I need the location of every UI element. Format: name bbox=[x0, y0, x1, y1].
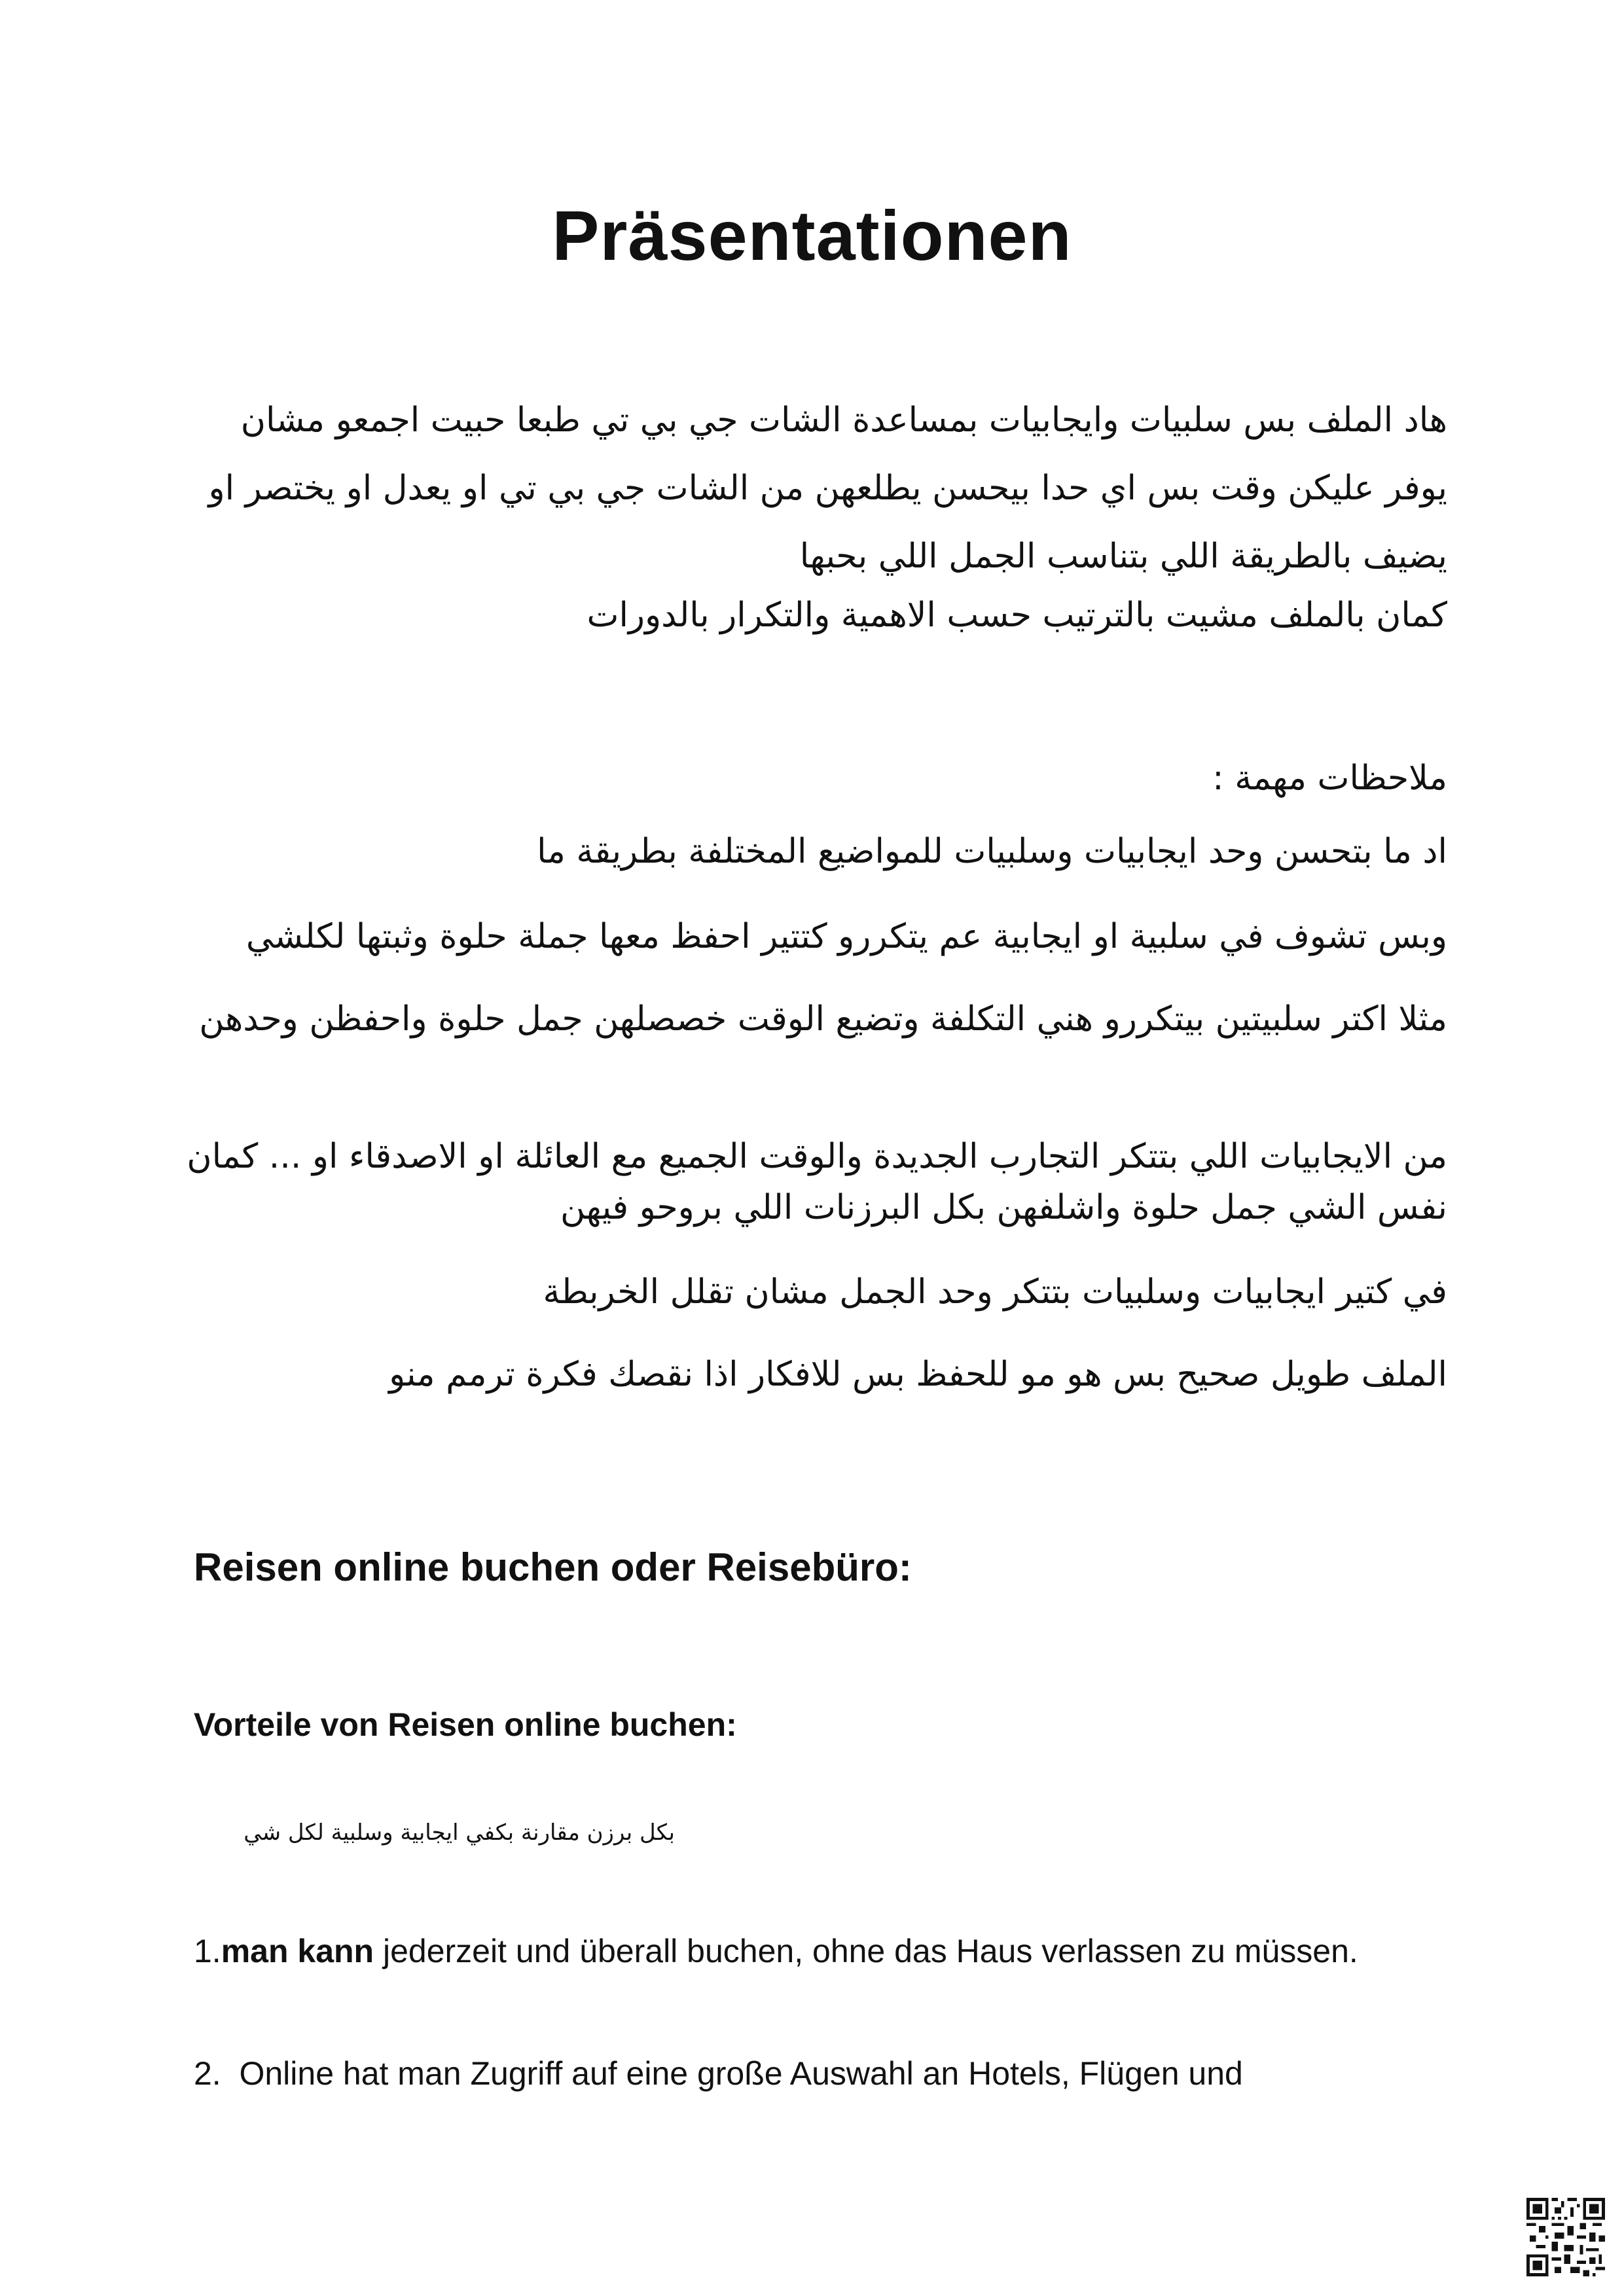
page-title: Präsentationen bbox=[552, 196, 1072, 275]
note-item: وبس تشوف في سلبية او ايجابية عم يتكررو كتتير احفظ معها جملة حلوة وثبتها لكلشي bbox=[245, 917, 1447, 956]
note-item: في كتير ايجابيات وسلبيات بتتكر وحد الجمل مشان تقلل الخربطة bbox=[543, 1272, 1447, 1312]
list-bold-text: man kann bbox=[221, 1933, 374, 1969]
list-text: Online hat man Zugriff auf eine große Auswahl an Hotels, Flügen und bbox=[221, 2055, 1243, 2092]
sub-heading: Vorteile von Reisen online buchen: bbox=[194, 1706, 737, 1743]
list-number: 2. bbox=[194, 2055, 221, 2092]
qr-code-icon[interactable] bbox=[1526, 2198, 1605, 2276]
note-item: مثلا اكتر سلبيتين بيتكررو هني التكلفة وتضيع الوقت خصصلهن جمل حلوة واحفظن وحدهن bbox=[199, 999, 1447, 1039]
small-note: بكل برزن مقارنة بكفي ايجابية وسلبية لكل شي bbox=[244, 1820, 675, 1846]
note-item: اد ما بتحسن وحد ايجابيات وسلبيات للمواضيع المختلفة بطريقة ما bbox=[537, 832, 1447, 871]
list-item bbox=[194, 2050, 1372, 2097]
list-text: jederzeit und überall buchen, ohne das Haus verlassen zu müssen. bbox=[374, 1933, 1358, 1969]
note-item: الملف طويل صحيح بس هو مو للحفظ بس للافكار اذا نقصك فكرة ترمم منو bbox=[389, 1355, 1447, 1394]
list-number: 1. bbox=[194, 1933, 221, 1969]
notes-heading: ملاحظات مهمة : bbox=[1212, 759, 1447, 798]
intro-paragraph-2: كمان بالملف مشيت بالترتيب حسب الاهمية والتكرار بالدورات bbox=[586, 596, 1447, 635]
intro-paragraph: هاد الملف بس سلبيات وايجابيات بمساعدة الشات جي بي تي طبعا حبيت اجمعو مشان يوفر عليكن وقت بس اي حدا بيحسن يطلعهن من الشات جي بي تي او يعدل او يختصر او يضيف بالطريقة اللي بتناسب الجمل اللي بحبها bbox=[208, 401, 1447, 576]
section-heading: Reisen online buchen oder Reisebüro: bbox=[194, 1545, 912, 1589]
list-item bbox=[194, 1928, 1372, 1975]
note-item: من الايجابيات اللي بتتكر التجارب الجديدة والوقت الجميع مع العائلة او الاصدقاء او ... كمان نفس الشي جمل حلوة واشلفهن بكل البرزنات اللي بروحو فيهن bbox=[187, 1137, 1447, 1227]
